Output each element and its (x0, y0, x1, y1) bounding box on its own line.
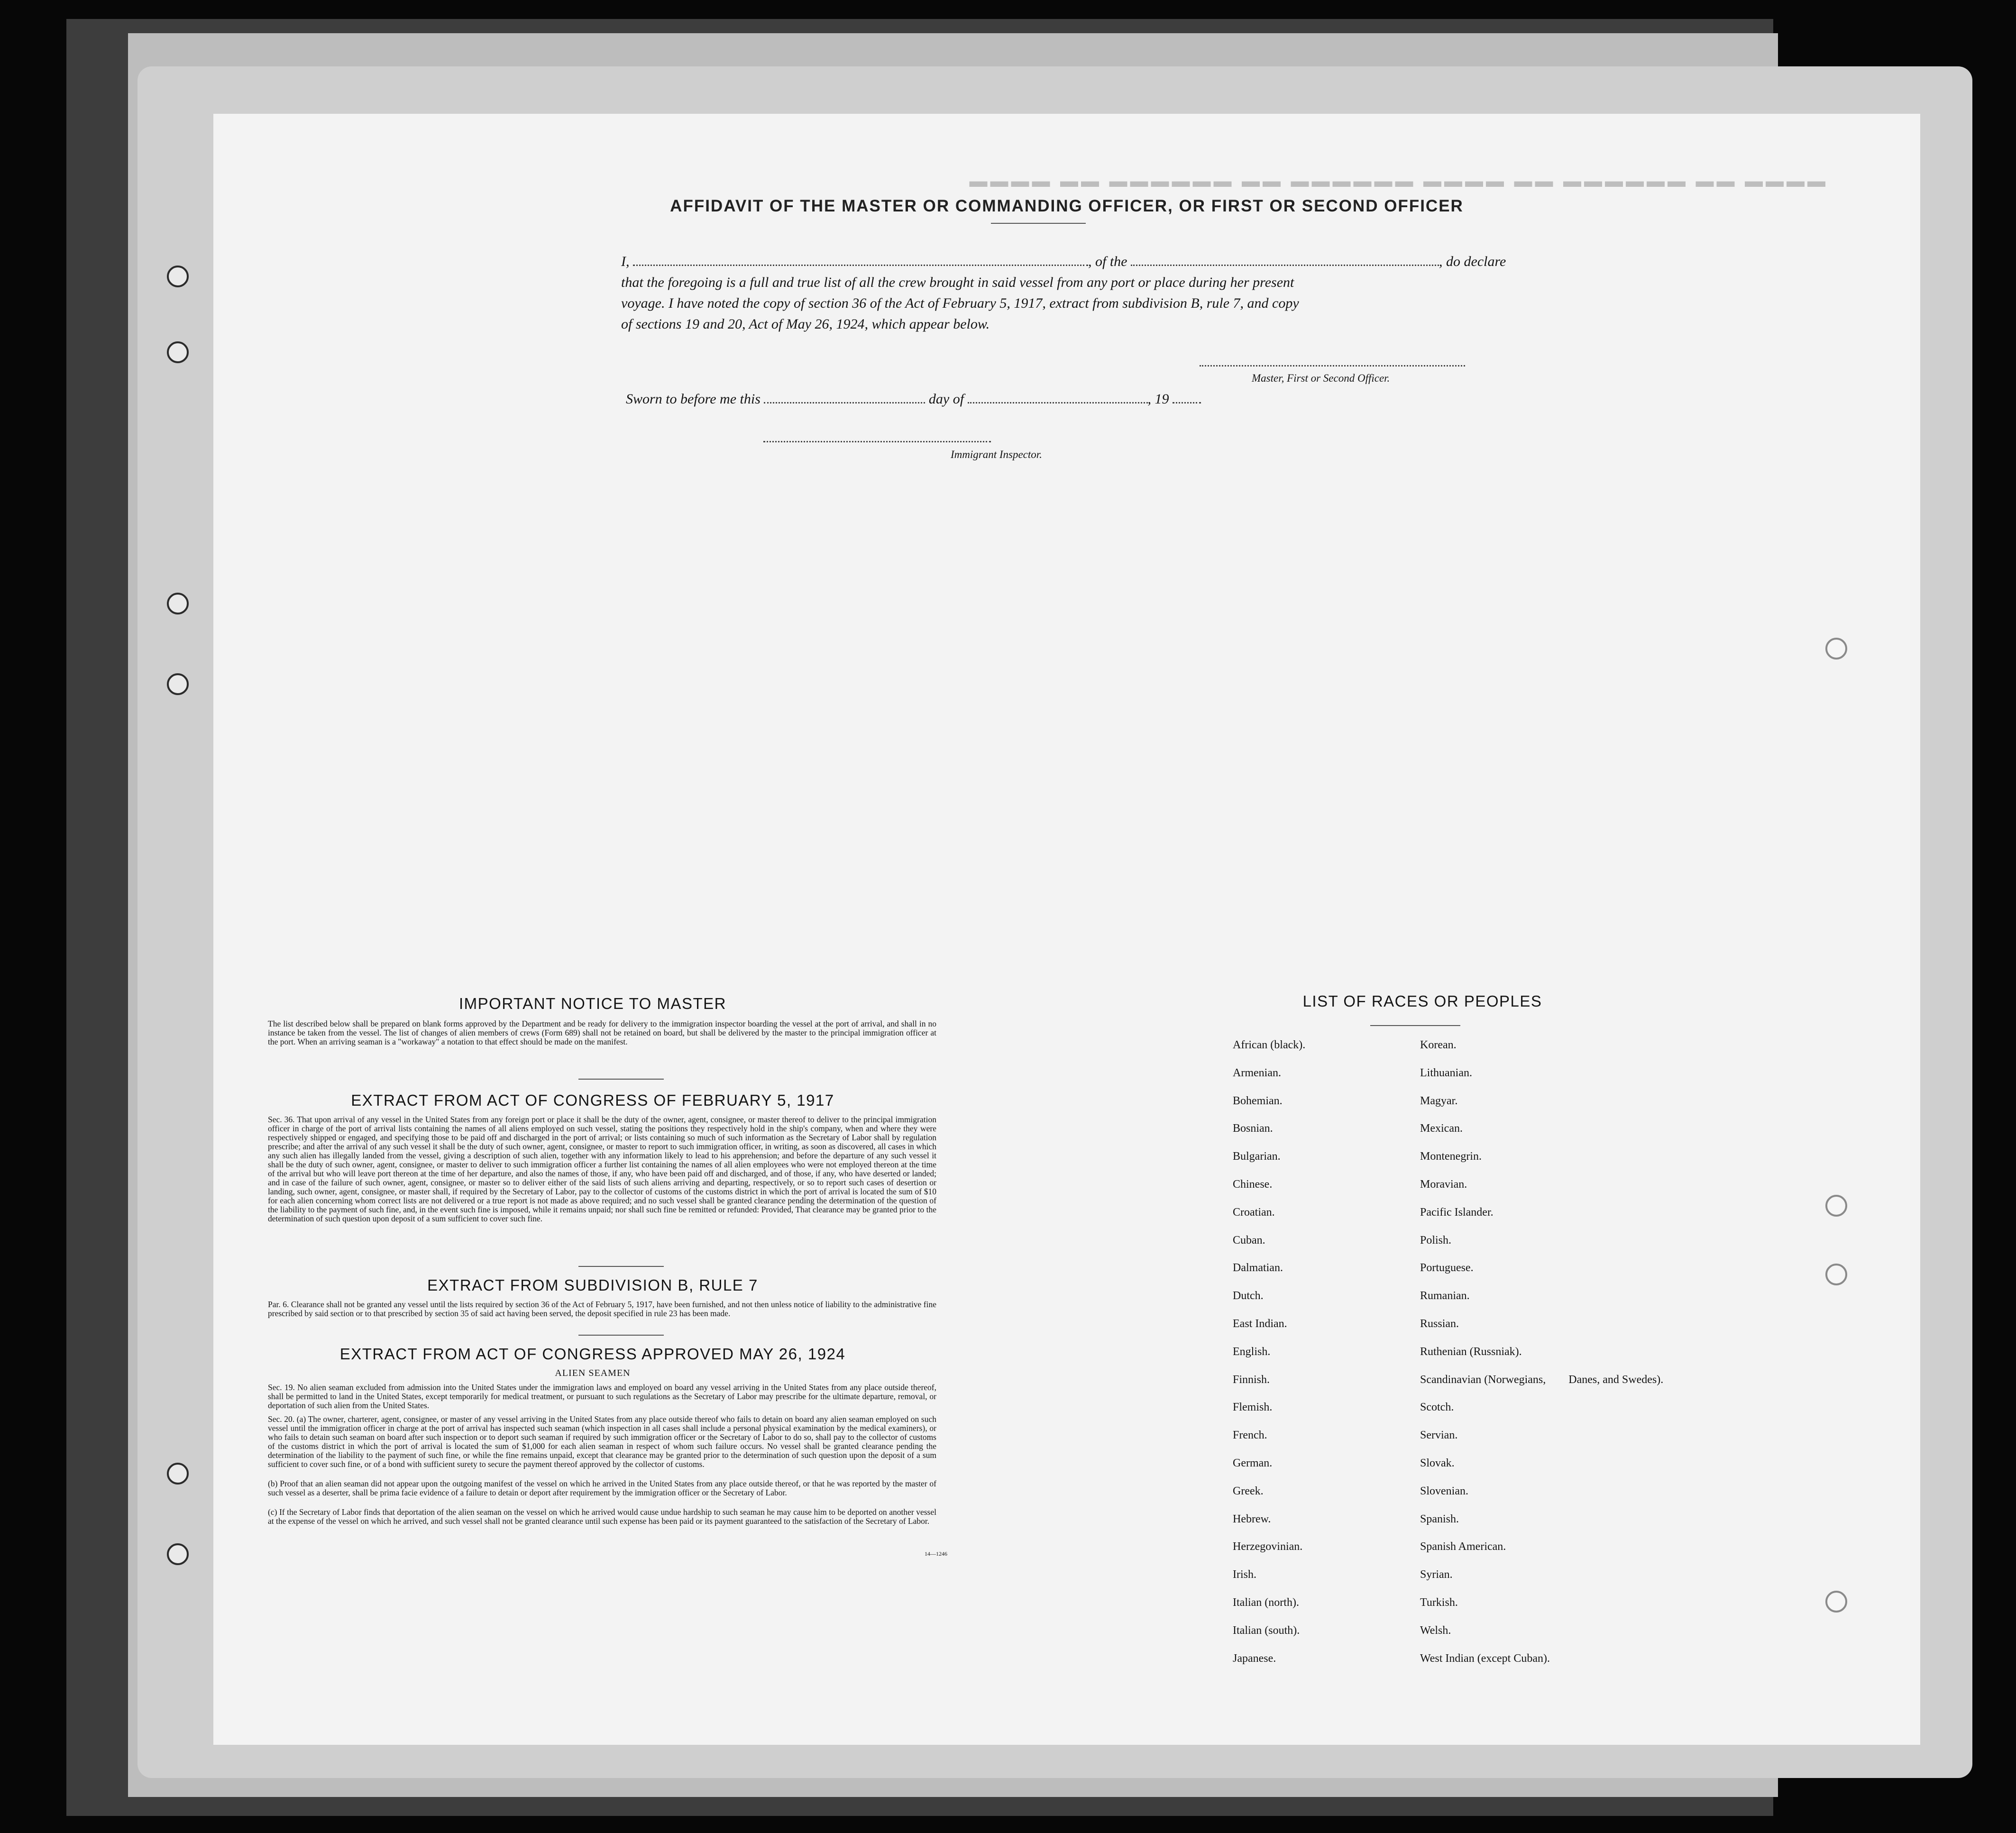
race-item: Russian. (1420, 1317, 1459, 1330)
affidavit-line-1 (621, 251, 1712, 272)
race-item: Magyar. (1420, 1094, 1458, 1107)
sec20c-text: (c) If the Secretary of Labor finds that deportation of the alien seaman on the vessel on which he arrived would cause undue hardship to such seaman he may cause him to be deported on another vessel at the expense of the vessel on which he arrived, and such vessel shall not be granted clearance until such expense has been paid or its payment guaranteed to the satisfaction of the Secretary of Labor. (268, 1507, 936, 1526)
name-blank[interactable] (633, 265, 1088, 266)
race-item: Bosnian. (1233, 1122, 1273, 1135)
race-item: Bohemian. (1233, 1094, 1283, 1107)
race-item: Dutch. (1233, 1290, 1264, 1302)
races-right-column (1420, 1038, 1686, 1679)
binder-hole (167, 266, 189, 287)
binder-hole (167, 341, 189, 363)
races-rule (1370, 1025, 1460, 1026)
master-caption: Master, First or Second Officer. (1252, 372, 1390, 384)
race-item: Lithuanian. (1420, 1066, 1472, 1079)
race-item: Portuguese. (1420, 1262, 1474, 1274)
race-item: German. (1233, 1457, 1273, 1469)
race-item: Polish. (1420, 1234, 1452, 1246)
race-item: Finnish. (1233, 1373, 1270, 1386)
sworn-line (626, 389, 1527, 410)
inspector-signature-line[interactable] (763, 441, 991, 442)
sec19-text: Sec. 19. No alien seaman excluded from admission into the United States under the immigration laws and employed on board any vessel arriving in the United States from any place outside thereof, shall be permitted to land in the United States, except temporarily for medical treatment, or pursuant to such regulations as the Secretary of Labor may prescribe for the ultimate departure, removal, or deportation of such alien from the United States. (268, 1383, 936, 1410)
race-item: Pacific Islander. (1420, 1206, 1494, 1219)
race-item: Scotch. (1420, 1401, 1454, 1414)
binder-hole (167, 1463, 189, 1485)
extract-rule7-title: EXTRACT FROM SUBDIVISION B, RULE 7 (427, 1276, 758, 1294)
binder-hole (167, 593, 189, 614)
race-item: East Indian. (1233, 1317, 1287, 1330)
race-item: English. (1233, 1345, 1271, 1358)
affidavit-of-the-label: , of the (1088, 254, 1127, 269)
race-item: Armenian. (1233, 1066, 1281, 1079)
race-item: Cuban. (1233, 1234, 1265, 1246)
race-item: Rumanian. (1420, 1290, 1470, 1302)
race-item: West Indian (except Cuban). (1420, 1652, 1550, 1665)
manifest-page (213, 114, 1920, 1745)
race-item: Mexican. (1420, 1122, 1463, 1135)
extract-1917-title: EXTRACT FROM ACT OF CONGRESS OF FEBRUARY 5, 1917 (351, 1091, 834, 1109)
race-item: African (black). (1233, 1039, 1306, 1051)
section-rule (578, 1266, 664, 1267)
affidavit-i-label: I, (621, 254, 630, 269)
race-item: Montenegrin. (1420, 1150, 1482, 1163)
binder-hole (1825, 1591, 1847, 1613)
affidavit-title: AFFIDAVIT OF THE MASTER OR COMMANDING OFFICER, OR FIRST OR SECOND OFFICER (670, 197, 1464, 215)
notice-title: IMPORTANT NOTICE TO MASTER (458, 995, 726, 1012)
race-item: Herzegovinian. (1233, 1540, 1303, 1553)
race-item: Ruthenian (Russniak). (1420, 1345, 1522, 1358)
race-item: Greek. (1233, 1485, 1264, 1497)
section-rule (578, 1335, 664, 1336)
extract-rule7-text: Par. 6. Clearance shall not be granted any vessel until the lists required by section 36 of the Act of February 5, 1917, have been furnished, and not then unless notice of liability to the administrative fine prescribed by said section or to that prescribed by section 35 of said act having been served, the deposit specified in rule 23 has been made. (268, 1300, 936, 1318)
race-item: French. (1233, 1429, 1267, 1442)
race-item: Bulgarian. (1233, 1150, 1281, 1163)
race-item: Croatian. (1233, 1206, 1275, 1219)
bleed-through-text: ▬▬▬▬ ▬▬ ▬▬▬▬▬▬ ▬▬ ▬▬▬▬ ▬▬▬▬▬▬ ▬▬ ▬▬▬▬▬▬ ▬▬ ▬▬▬▬ (966, 171, 1825, 191)
race-item: Italian (south). (1233, 1624, 1300, 1637)
race-item: Turkish. (1420, 1596, 1458, 1609)
race-item: Dalmatian. (1233, 1262, 1283, 1274)
day-blank[interactable] (764, 402, 925, 403)
notice-text: The list described below shall be prepared on blank forms approved by the Department and be ready for delivery to the immigration inspector boarding the vessel at the port of arrival, and shall in no instance be taken from the vessel. The list of changes of alien members of crews (Form 689) shall not be retained on board, but shall be delivered by the master to the principal immigration officer at the port. When an arriving seaman is a "workaway" a notation to that effect should be made on the manifest. (268, 1019, 936, 1046)
day-of-label: day of (928, 391, 964, 407)
sworn-label: Sworn to before me this (626, 391, 761, 407)
extract-1917-text: Sec. 36. That upon arrival of any vessel in the United States from any foreign port or place it shall be the duty of the owner, agent, consignee, or master thereof to deliver to the principal immigration officer in charge of the port of arrival lists containing the names of all aliens employed on such vessel, stating the positions they respectively hold in the ship's company, when and where they were respectively shipped or engaged, and specifying those to be paid off and discharged in the port of arrival; or lists containing so much of such information as the Secretary of Labor shall by regulation prescribe; and after the arrival of any such vessel it shall be the duty of such owner, agent, consignee, or master to report to such immigration officer, in writing, as soon as discovered, all cases in which any such alien has illegally landed from the vessel, giving a description of such alien, together with any information likely to lead to his apprehension; and before the departure of any such vessel it shall be the duty of such owner, agent, consignee, or master to deliver to such immigration officer a further list containing the names of all alien employees who were not employed thereon at the time of the arrival but who will leave port thereon at the time of her departure, and also the names of those, if any, who have been paid off and discharged, and of those, if any, who have deserted or landed; and in case of the failure of such owner, agent, consignee, or master so to deliver either of the said lists of such aliens arriving and departing, respectively, or so to report such cases of desertion or landing, such owner, agent, consignee, or master shall, if required by the Secretary of Labor, pay to the collector of customs of the customs district in which the port of arrival is located the sum of $10 for each alien concerning whom correct lists are not delivered or a true report is not made as above required; and no such vessel shall be granted clearance pending the determination of the question of the liability to the payment of such fine, and, in the event such fine is imposed, while it remains unpaid; nor shall such fine be remitted or refunded: Provided, That clearance may be granted prior to the determination of such question upon deposit of a sum sufficient to cover such fine. (268, 1115, 936, 1223)
race-item: Chinese. (1233, 1178, 1273, 1191)
year-label: , 19 (1147, 391, 1169, 407)
race-item: Spanish. (1420, 1512, 1459, 1525)
race-item: Scandinavian (Norwegians, Danes, and Swedes). (1420, 1373, 1664, 1386)
sec20b-text: (b) Proof that an alien seaman did not appear upon the outgoing manifest of the vessel on which he arrived in the United States from any place outside thereof, or that he was reported by the master of such vessel as a deserter, shall be prima facie evidence of a failure to detain or deport after requirement by the immigration officer or the Secretary of Labor. (268, 1479, 936, 1497)
affidavit-line-4: of sections 19 and 20, Act of May 26, 1924, which appear below. (621, 316, 990, 332)
binder-hole (1825, 1195, 1847, 1217)
binder-hole (1825, 1264, 1847, 1285)
races-left-column (1233, 1038, 1403, 1679)
race-item: Moravian. (1420, 1178, 1467, 1191)
sec20a-text: Sec. 20. (a) The owner, charterer, agent, consignee, or master of any vessel arriving in the United States from any place outside thereof who fails to detain on board any alien seaman employed on such vessel until the immigration officer in charge at the port of arrival has inspected such seaman (which inspection in all cases shall include a personal physical examination by the medical examiners), or who fails to detain such seaman on board after such inspection or to deport such seaman if required by such immigration officer or the Secretary of Labor to do so, shall pay to the collector of customs of the customs district in which the port of arrival is located the sum of $1,000 for each alien seaman in respect of whom such failure occurs. No vessel shall be granted clearance pending the determination of the liability to the payment of such fine, or while the fine remains unpaid, except that clearance may be granted prior to the determination of such question upon the deposit of a sum sufficient to cover such fine, or of a bond with sufficient surety to secure the payment thereof approved by the collector of customs. (268, 1414, 936, 1469)
affidavit-line-2: that the foregoing is a full and true list of all the crew brought in said vessel from any port or place during her present (621, 275, 1294, 290)
form-number: 14—1246 (925, 1550, 947, 1557)
races-title: LIST OF RACES OR PEOPLES (1302, 992, 1542, 1010)
race-item: Japanese. (1233, 1652, 1276, 1665)
race-item: Irish. (1233, 1568, 1256, 1581)
month-blank[interactable] (968, 402, 1148, 403)
section-rule (578, 1079, 664, 1080)
race-item: Servian. (1420, 1429, 1458, 1442)
race-item: Flemish. (1233, 1401, 1273, 1414)
binder-hole (167, 1543, 189, 1565)
race-item: Korean. (1420, 1039, 1457, 1051)
race-item: Welsh. (1420, 1624, 1451, 1637)
extract-1924-title: EXTRACT FROM ACT OF CONGRESS APPROVED MAY 26, 1924 (339, 1345, 846, 1363)
race-item: Slovenian. (1420, 1485, 1468, 1497)
year-blank[interactable] (1173, 402, 1201, 403)
race-item: Slovak. (1420, 1457, 1455, 1469)
alien-seamen-subtitle: ALIEN SEAMEN (555, 1368, 631, 1378)
title-rule (991, 223, 1086, 224)
vessel-blank[interactable] (1131, 265, 1439, 266)
affidavit-line-3: voyage. I have noted the copy of section 36 of the Act of February 5, 1917, extract from subdivision B, rule 7, and copy (621, 295, 1299, 311)
inspector-caption: Immigrant Inspector. (951, 449, 1042, 460)
race-item: Spanish American. (1420, 1540, 1506, 1553)
race-item: Syrian. (1420, 1568, 1453, 1581)
binder-hole (167, 673, 189, 695)
binder-hole (1825, 638, 1847, 660)
affidavit-declare-label: , do declare (1439, 254, 1506, 269)
race-item: Italian (north). (1233, 1596, 1299, 1609)
master-signature-line[interactable] (1200, 365, 1465, 367)
race-item: Hebrew. (1233, 1512, 1271, 1525)
